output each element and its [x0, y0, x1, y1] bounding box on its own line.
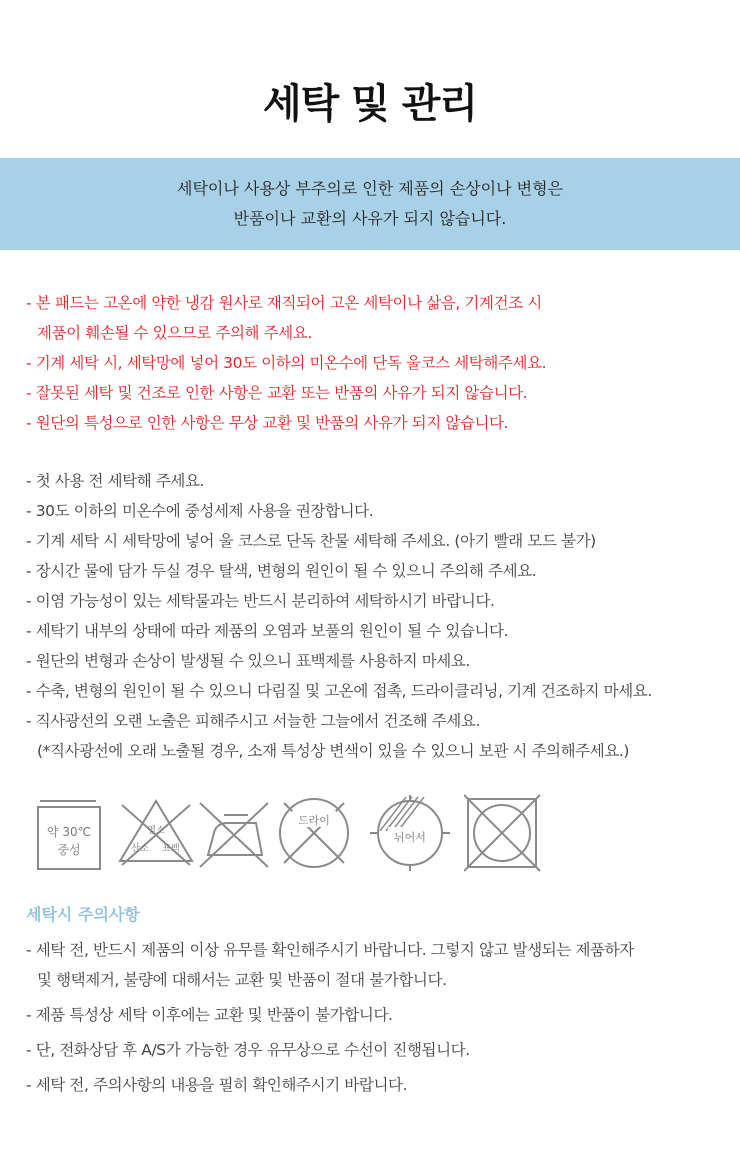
lay-flat-label: 뉘어서: [394, 831, 426, 844]
red-note: - 기계 세탁 시, 세탁망에 넣어 30도 이하의 미온수에 단독 울코스 세탁해주세요.: [26, 354, 547, 372]
wash-30-neutral-icon: [34, 793, 106, 873]
page-title: 세탁 및 관리: [262, 81, 478, 127]
red-note: - 본 패드는 고온에 약한 냉감 원사로 재직되어 고온 세탁이나 삶음, 기계건조 시: [26, 294, 542, 312]
caution-item: - 단, 전화상담 후 A/S가 가능한 경우 유무상으로 수선이 진행됩니다.: [26, 1041, 470, 1059]
bleach-label-bleach: 표백: [162, 844, 180, 854]
care-note: - 세탁기 내부의 상태에 따라 제품의 오염과 보풀의 원인이 될 수 있습니다.: [26, 622, 509, 640]
no-iron-icon: [194, 793, 274, 873]
banner-line-2: 반품이나 교환의 사유가 되지 않습니다.: [233, 209, 507, 228]
caution-notes: [26, 935, 726, 1100]
bleach-label-oxygen: 산소: [131, 844, 149, 854]
care-notes: [26, 466, 726, 766]
care-note: - 장시간 물에 담가 두실 경우 탈색, 변형의 원인이 될 수 있으니 주의해 주세요.: [26, 562, 537, 580]
care-icons: [34, 793, 554, 873]
care-note: - 수축, 변형의 원인이 될 수 있으니 다림질 및 고온에 접촉, 드라이클리닝, 기계 건조하지 마세요.: [26, 682, 652, 700]
caution-item: - 세탁 전, 반드시 제품의 이상 유무를 확인해주시기 바랍니다. 그렇지 않고 발생되는 제품하자: [26, 941, 634, 959]
lay-flat-dry-icon: [368, 793, 452, 873]
warning-banner: [0, 158, 740, 250]
care-note: - 30도 이하의 미온수에 중성세제 사용을 권장합니다.: [26, 502, 374, 520]
red-notes: [26, 288, 726, 438]
dry-clean-label: 드라이: [298, 814, 330, 827]
bleach-label-chlorine: 염소: [147, 826, 165, 836]
red-note: - 원단의 특성으로 인한 사항은 무상 교환 및 반품의 사유가 되지 않습니다.: [26, 414, 509, 432]
caution-title: 세탁시 주의사항: [26, 905, 140, 924]
care-note: - 원단의 변형과 손상이 발생될 수 있으니 표백제를 사용하지 마세요.: [26, 652, 470, 670]
caution-item: 및 행택제거, 불량에 대해서는 교환 및 반품이 절대 불가합니다.: [37, 971, 447, 989]
caution-item: - 세탁 전, 주의사항의 내용을 필히 확인해주시기 바랍니다.: [26, 1076, 408, 1094]
care-note: (*직사광선에 오래 노출될 경우, 소재 특성상 변색이 있을 수 있으니 보관 시 주의해주세요.): [37, 742, 630, 760]
caution-item: - 제품 특성상 세탁 이후에는 교환 및 반품이 불가합니다.: [26, 1006, 393, 1024]
wash-detergent-label: 중성: [57, 843, 81, 857]
no-tumble-dry-icon: [464, 793, 544, 873]
wash-temp-label: 약 30℃: [46, 825, 92, 839]
care-note: - 이염 가능성이 있는 세탁물과는 반드시 분리하여 세탁하시기 바랍니다.: [26, 592, 495, 610]
red-note: 제품이 훼손될 수 있으므로 주의해 주세요.: [37, 324, 312, 342]
red-note: - 잘못된 세탁 및 건조로 인한 사항은 교환 또는 반품의 사유가 되지 않습니다.: [26, 384, 528, 402]
care-note: - 기계 세탁 시 세탁망에 넣어 울 코스로 단독 찬물 세탁해 주세요. (아기 빨래 모드 불가): [26, 532, 596, 550]
care-note: - 직사광선의 오랜 노출은 피해주시고 서늘한 그늘에서 건조해 주세요.: [26, 712, 480, 730]
banner-line-1: 세탁이나 사용상 부주의로 인한 제품의 손상이나 변형은: [176, 179, 563, 198]
care-note: - 첫 사용 전 세탁해 주세요.: [26, 472, 205, 490]
no-dry-clean-icon: [274, 793, 354, 873]
no-bleach-icon: [116, 793, 196, 873]
